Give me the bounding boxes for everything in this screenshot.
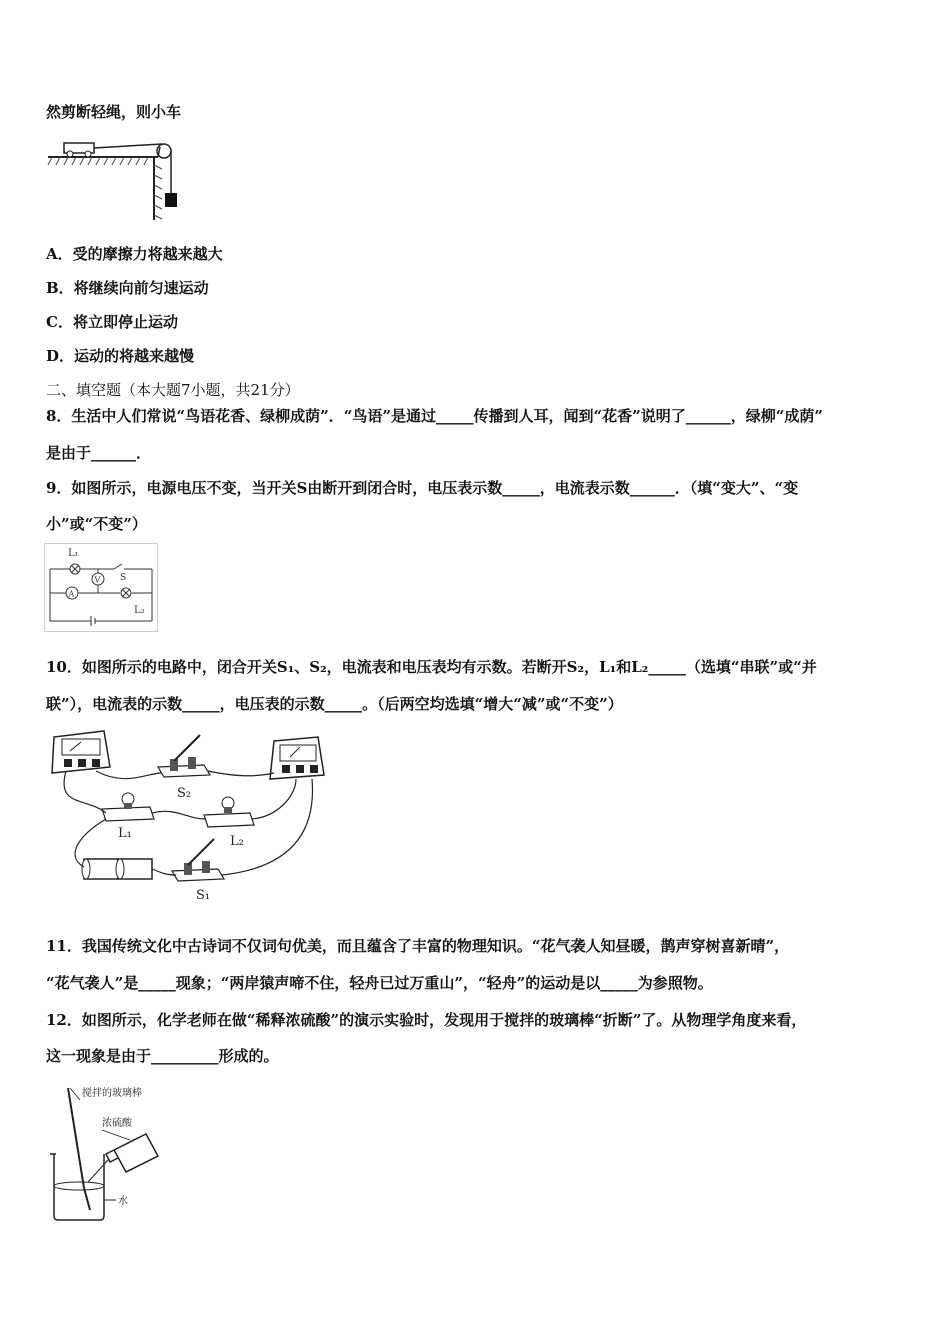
q7-option-a: A．受的摩擦力将越来越大 bbox=[46, 245, 223, 263]
q10-line1: 10．如图所示的电路中，闭合开关S₁、S₂，电流表和电压表均有示数。若断开S₂，L₁和L₂_____（选填“串联”或“并 bbox=[46, 658, 817, 676]
q12-label-rod: 搅拌的玻璃棒 bbox=[82, 1088, 142, 1099]
cart-pulley-figure bbox=[46, 135, 186, 225]
q12-line1: 12．如图所示，化学老师在做“稀释浓硫酸”的演示实验时，发现用于搅拌的玻璃棒“折断”了。从物理学角度来看， bbox=[46, 1011, 807, 1029]
q10-circuit-figure bbox=[46, 727, 336, 912]
q8-line1: 8．生活中人们常说“鸟语花香、绿柳成荫”．“鸟语”是通过_____传播到人耳，闻到“花香”说明了______，绿柳“成荫” bbox=[46, 407, 823, 425]
q9-label-a: A bbox=[68, 589, 75, 599]
q12-label-water: 水 bbox=[118, 1196, 128, 1207]
q8-line2: 是由于______． bbox=[46, 444, 152, 462]
q9-line1: 9．如图所示，电源电压不变，当开关S由断开到闭合时，电压表示数_____，电流表示数______．（填“变大”、“变 bbox=[46, 479, 799, 497]
q10-label-s2: S₂ bbox=[177, 786, 192, 801]
q9-line2: 小”或“不变”） bbox=[46, 515, 147, 533]
q11-line2: “花气袭人”是_____现象；“两岸猿声啼不住，轻舟已过万重山”，“轻舟”的运动是以_____为参照物。 bbox=[46, 974, 713, 992]
q9-label-s: S bbox=[120, 573, 127, 583]
q10-label-l1: L₁ bbox=[118, 826, 132, 841]
q10-label-l2: L₂ bbox=[230, 834, 244, 849]
q10-label-s1: S₁ bbox=[196, 888, 211, 903]
section-heading: 二、填空题（本大题7小题，共21分） bbox=[46, 381, 300, 399]
q12-beaker-figure bbox=[46, 1080, 206, 1225]
q7-option-b: B．将继续向前匀速运动 bbox=[46, 279, 209, 297]
q9-label-l2: L₂ bbox=[134, 605, 145, 616]
q11-line1: 11．我国传统文化中古诗词不仅词句优美，而且蕴含了丰富的物理知识。“花气袭人知昼暖，鹊声穿树喜新晴”， bbox=[46, 937, 790, 955]
q9-label-v: V bbox=[94, 575, 101, 585]
q7-option-d: D．运动的将越来越慢 bbox=[46, 347, 195, 365]
q10-line2: 联”），电流表的示数_____，电压表的示数_____。（后两空均选填“增大“减”或“不变”） bbox=[46, 695, 623, 713]
q12-line2: 这一现象是由于_________形成的。 bbox=[46, 1047, 279, 1065]
q7-stem-tail: 然剪断轻绳，则小车 bbox=[46, 103, 182, 121]
q9-circuit-figure bbox=[44, 543, 159, 633]
q9-label-l1: L₁ bbox=[68, 548, 79, 559]
q7-option-c: C．将立即停止运动 bbox=[46, 313, 178, 331]
q12-label-acid: 浓硫酸 bbox=[102, 1118, 132, 1129]
